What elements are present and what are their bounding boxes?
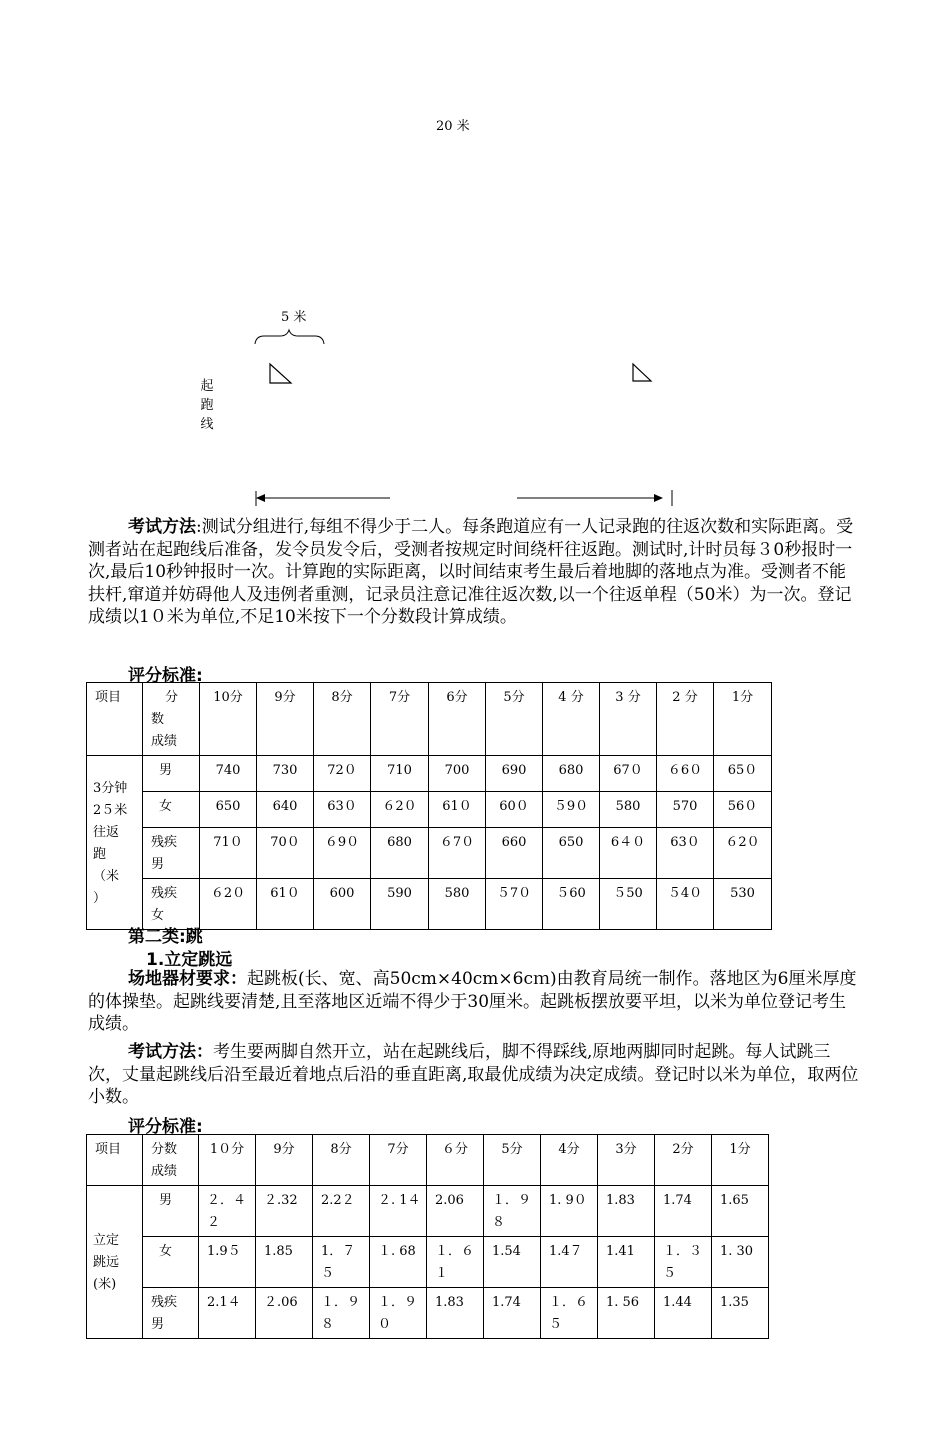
table-cell: 530 [714,879,772,930]
arrow-left-head [256,494,265,502]
table-cell: 1.85 [256,1237,313,1288]
table-cell: ５60 [543,879,600,930]
course-diagram [0,0,950,520]
table-cell: 1.41 [598,1237,655,1288]
score-header: 1分 [712,1135,769,1186]
table-cell: 1．７５ [313,1237,370,1288]
run-method-label: 考试方法 [128,517,196,537]
run-score-table [86,682,772,930]
table-cell: 680 [543,756,600,792]
score-header: 3分 [598,1135,655,1186]
header-score-line: 成绩 [151,1164,178,1179]
item-line: 跑 [93,846,107,862]
score-header: 9分 [257,683,314,756]
table-cell: 2.1４ [199,1288,256,1339]
table-cell: 6４０ [600,828,657,879]
table-cell: 1.4７ [541,1237,598,1288]
venue-text: 起跳板(长、宽、高50cm×40cm×6cｍ)由教育局统一制作。落地区为6厘米厚度的体操垫。起跳线要清楚,且至落地区近端不得少于30厘米。起跳板摆放要平坦，以米为单位登记考生成绩。 [88,969,857,1034]
table-cell: 1.74 [655,1186,712,1237]
table-cell: 1.54 [484,1237,541,1288]
table-cell: 690 [486,756,543,792]
score-header: 5分 [484,1135,541,1186]
sub-title: 1.立定跳远 [146,950,233,970]
table-cell: 1. 9０ [541,1186,598,1237]
item-line: 2５米 [93,802,128,818]
table-cell: 660 [486,828,543,879]
score-header: 2分 [655,1135,712,1186]
table-row [87,792,772,828]
score-header: 10分 [200,683,257,756]
table-cell: １．６５ [541,1288,598,1339]
table-header-row [87,683,772,756]
table-cell: ２.32 [256,1186,313,1237]
table-cell: １. 68 [370,1237,427,1288]
header-score-line: 成绩 [151,734,178,749]
table-row [87,1186,769,1237]
table-cell: ６2０ [200,879,257,930]
table-cell: 2.06 [427,1186,484,1237]
score-header: 3 分 [600,683,657,756]
table-row [87,756,772,792]
header-score-label [143,1135,199,1186]
score-header: 6分 [429,683,486,756]
table-cell: 61０ [257,879,314,930]
table-cell: ５4０ [657,879,714,930]
table-cell: ６9０ [314,828,371,879]
item-line: （米 [93,868,120,884]
table-cell: ２. 1４ [370,1186,427,1237]
header-score-line: 分 [165,690,179,705]
table-cell: ５7０ [486,879,543,930]
table-row [87,1288,769,1339]
start-line-label: 起跑线 [200,379,214,432]
row-label: 男 [143,1186,199,1237]
header-score-line: 数 [151,712,165,727]
row-label: 残疾男 [143,828,200,879]
jump-score-table [86,1134,769,1339]
table-cell: 740 [200,756,257,792]
header-item: 项目 [87,1135,143,1186]
table-cell: 1.83 [598,1186,655,1237]
venue-label: 场地器材要求： [128,969,247,989]
table-cell: 63０ [314,792,371,828]
jump-scoring-label: 评分标准: [128,1117,203,1137]
table-cell: 650 [543,828,600,879]
table-cell: 2.2２ [313,1186,370,1237]
table-cell: 580 [429,879,486,930]
table-cell: 600 [314,879,371,930]
category-title: 第二类:跳 [128,927,203,947]
distance-label-5m: 5 米 [281,310,307,325]
table-cell: 67０ [600,756,657,792]
table-cell: ６6０ [657,756,714,792]
row-label: 男 [143,756,200,792]
table-cell: 730 [257,756,314,792]
score-header: 2 分 [657,683,714,756]
item-line: 3分钟 [93,780,128,796]
table-cell: 1.9５ [199,1237,256,1288]
table-cell: 1.65 [712,1186,769,1237]
row-label: 女 [143,1237,199,1288]
table-cell: 63０ [657,828,714,879]
score-header: 5分 [486,683,543,756]
table-cell: ２.06 [256,1288,313,1339]
table-cell: ２．４２ [199,1186,256,1237]
cone-left [270,364,291,383]
item-line: 往返 [93,824,120,840]
table-cell: 590 [371,879,429,930]
table-cell: ５50 [600,879,657,930]
row-label: 残疾男 [143,1288,199,1339]
item-line: (米) [93,1277,117,1292]
table-cell: 570 [657,792,714,828]
score-header: 8分 [313,1135,370,1186]
table-cell: 61０ [429,792,486,828]
score-header: 1０分 [199,1135,256,1186]
score-header: 7分 [370,1135,427,1186]
run-method-paragraph [88,516,863,629]
table-cell: 1.74 [484,1288,541,1339]
table-cell: 56０ [714,792,772,828]
item-cell [87,1186,143,1339]
item-cell [87,756,143,930]
arrow-right-head [654,494,663,502]
score-header: 4分 [541,1135,598,1186]
table-cell: 680 [371,828,429,879]
venue-paragraph [88,968,863,1036]
header-score-line: 分数 [151,1142,178,1157]
table-cell: 65０ [714,756,772,792]
score-header: 9分 [256,1135,313,1186]
score-header: ６分 [427,1135,484,1186]
table-cell: 1. 30 [712,1237,769,1288]
table-cell: 640 [257,792,314,828]
distance-label-20m: 20 米 [436,119,470,134]
table-cell: １．９０ [370,1288,427,1339]
table-cell: １．６１ [427,1237,484,1288]
brace-shape [255,330,324,344]
table-cell: 70０ [257,828,314,879]
score-header: 8分 [314,683,371,756]
item-line: 跳远 [93,1255,120,1270]
row-label: 残疾女 [143,879,200,930]
table-cell: 650 [200,792,257,828]
table-cell: 71０ [200,828,257,879]
header-item: 项目 [87,683,143,756]
table-cell: ６2０ [714,828,772,879]
item-line: ） [93,890,107,906]
table-cell: １．３５ [655,1237,712,1288]
table-cell: 60０ [486,792,543,828]
run-scoring-label: 评分标准: [128,666,203,686]
table-cell: 1.35 [712,1288,769,1339]
table-cell: 1.44 [655,1288,712,1339]
table-cell: １．９８ [313,1288,370,1339]
table-cell: 1. 56 [598,1288,655,1339]
cone-right [633,364,651,381]
header-score-label [143,683,200,756]
table-cell: 72０ [314,756,371,792]
table-cell: 710 [371,756,429,792]
table-row [87,828,772,879]
table-row [87,1237,769,1288]
table-cell: ６2０ [371,792,429,828]
table-cell: ５9０ [543,792,600,828]
table-header-row [87,1135,769,1186]
score-header: 7分 [371,683,429,756]
jump-method-paragraph [88,1041,863,1109]
run-method-text: :测试分组进行,每组不得少于二人。每条跑道应有一人记录跑的往返次数和实际距离。受测者站在起跑线后准备，发令员发令后，受测者按规定时间绕杆往返跑。测试时,计时员每３0秒报时一次,最后10秒钟报时一次。计算跑的实际距离，以时间结束考生最后着地脚的落地点为准。受测者不能扶杆,窜道并妨碍他人及违例者重测，记录员注意记准往返次数,以一个往返单程（50米）为一次。登记成绩以1０米为单位,不足10米按下一个分数段计算成绩。 [88,517,854,627]
jump-method-text: 考生要两脚自然开立，站在起跳线后，脚不得踩线,原地两脚同时起跳。每人试跳三次，丈量起跳线后沿至最近着地点后沿的垂直距离,取最优成绩为决定成绩。登记时以米为单位，取两位小数。 [88,1042,859,1107]
item-line: 立定 [93,1233,120,1248]
score-header: 4 分 [543,683,600,756]
table-cell: １．９８ [484,1186,541,1237]
jump-method-label: 考试方法： [128,1042,213,1062]
table-cell: 580 [600,792,657,828]
score-header: 1分 [714,683,772,756]
table-cell: ６7０ [429,828,486,879]
table-cell: 700 [429,756,486,792]
table-cell: 1.83 [427,1288,484,1339]
row-label: 女 [143,792,200,828]
